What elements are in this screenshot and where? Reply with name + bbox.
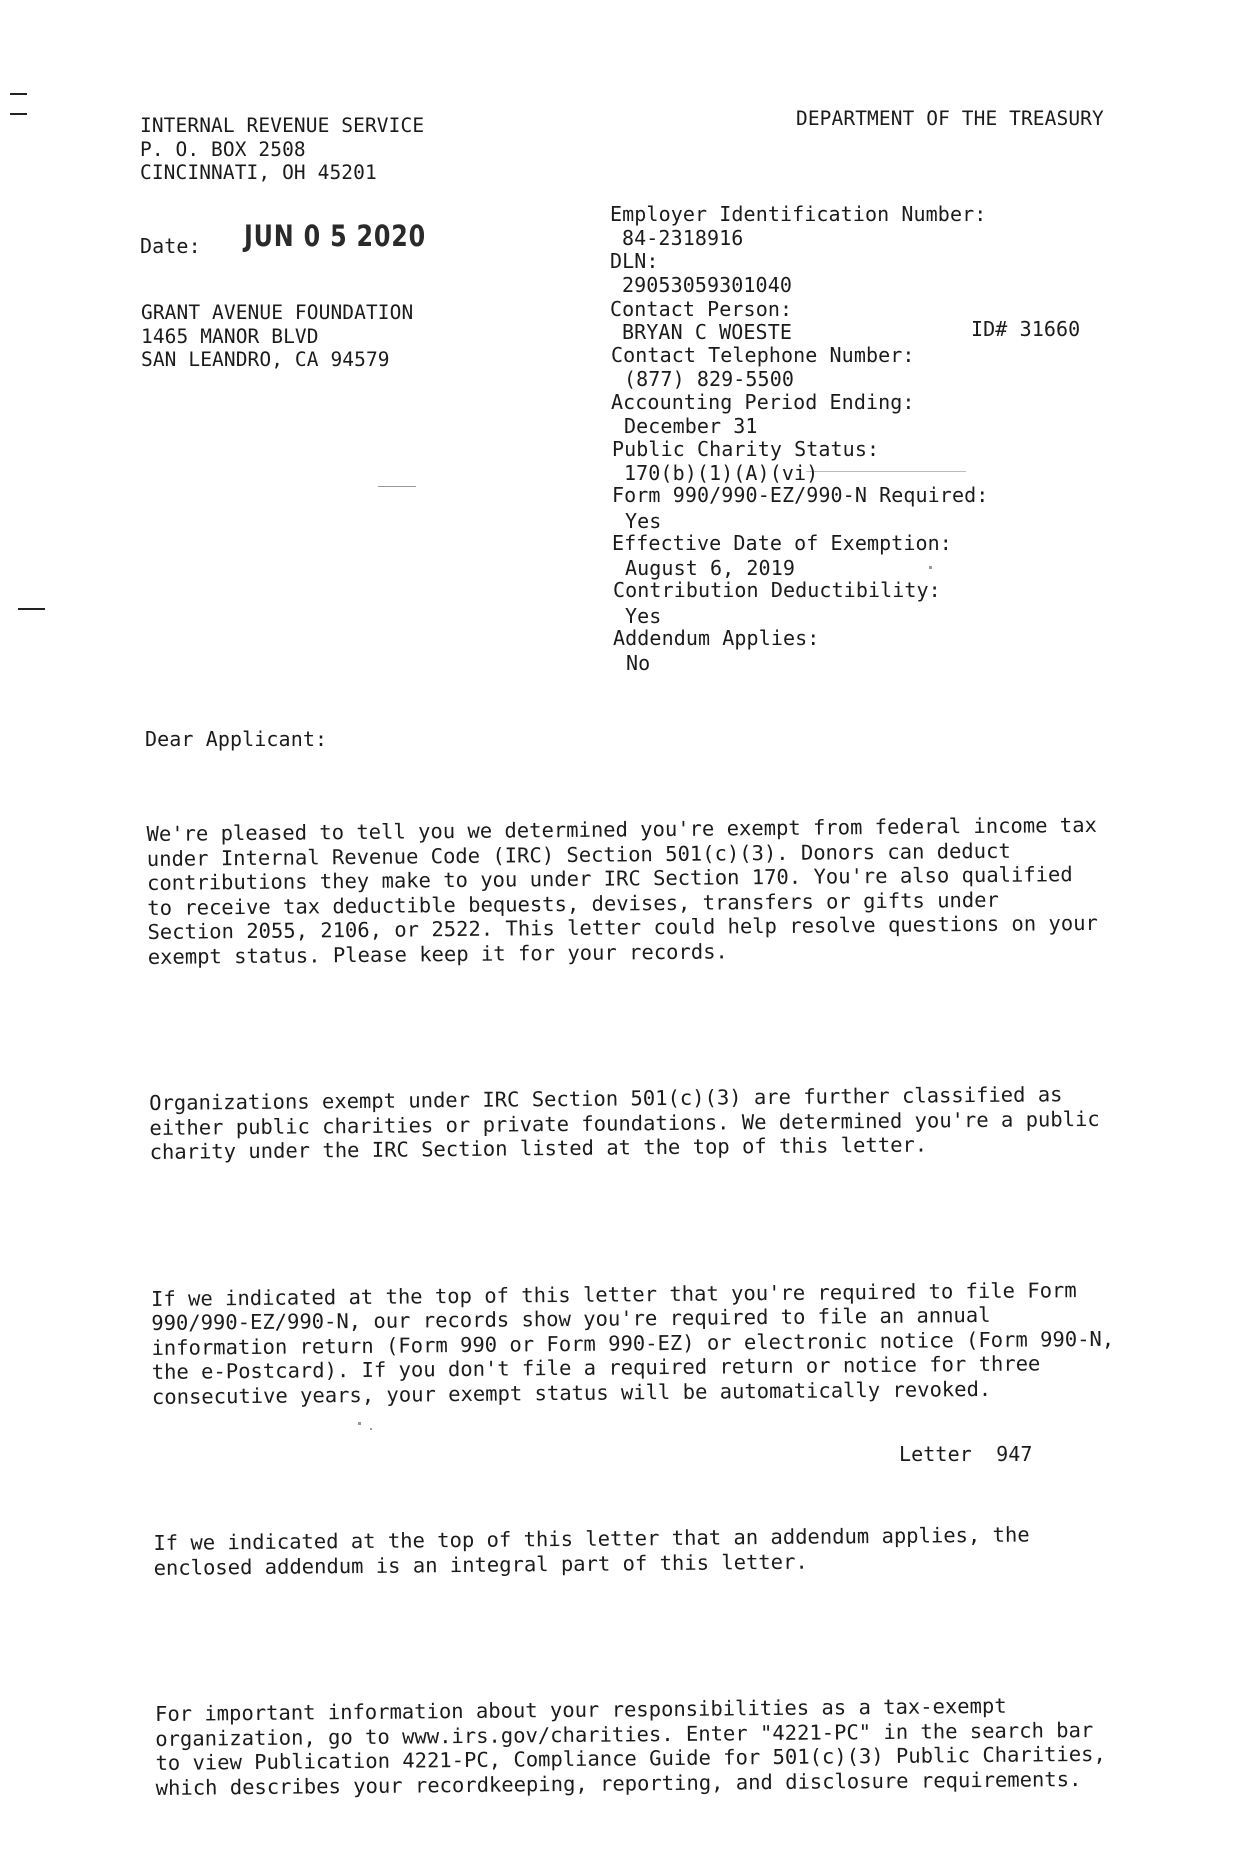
period-value: December 31 <box>624 414 758 438</box>
paragraph-classification: Organizations exempt under IRC Section 501(c)(3) are further classified as either public charities or private foundations. We determined you're a public charity under the IRC Section listed at the top of this letter. <box>149 1082 1100 1164</box>
paragraph-filing-requirement: If we indicated at the top of this letter that you're required to file Form 990/990-EZ/990-N, our records show you're required to file an annual information return (Form 990 or Form 990-EZ) or electronic notice (Form 990-N, the e-Postcard). If you don't file a required return or notice for three consecutive years, your exempt status will be automatically revoked. <box>150 1277 1115 1409</box>
letter-body <box>146 764 1119 1849</box>
margin-mark-top-2 <box>10 113 27 115</box>
ein-label: Employer Identification Number: <box>610 202 987 226</box>
contact-label: Contact Person: <box>610 297 793 321</box>
sender-name: INTERNAL REVENUE SERVICE <box>140 114 425 137</box>
date-stamp: JUN 0 5 2020 <box>244 219 427 253</box>
ein-value: 84-2318916 <box>622 226 744 250</box>
phone-label: Contact Telephone Number: <box>611 343 915 367</box>
margin-mark-top <box>10 93 27 95</box>
deductibility-value: Yes <box>625 604 662 628</box>
recipient-name: GRANT AVENUE FOUNDATION <box>141 301 414 324</box>
recipient-city: SAN LEANDRO, CA 94579 <box>141 348 390 371</box>
recipient-street: 1465 MANOR BLVD <box>141 325 319 348</box>
status-value: 170(b)(1)(A)(vi) <box>624 461 819 485</box>
effective-label: Effective Date of Exemption: <box>612 531 952 555</box>
paragraph-responsibilities: For important information about your responsibilities as a tax-exempt organization, go to www.irs.gov/charities. Enter "4221-PC" in the search bar to view Publication 4221-PC, Compliance Guide for 501(c)(3) Public Charities, which describes your recordkeeping, reporting, and disclosure requirements. <box>154 1693 1106 1800</box>
paragraph-addendum: If we indicated at the top of this letter that an addendum applies, the enclosed addendum is an integral part of this letter. <box>153 1522 1030 1580</box>
sender-po-box: P. O. BOX 2508 <box>140 138 306 161</box>
sender-city: CINCINNATI, OH 45201 <box>140 161 377 184</box>
period-label: Accounting Period Ending: <box>611 390 915 414</box>
form-value: Yes <box>625 509 662 533</box>
phone-value: (877) 829-5500 <box>624 367 794 391</box>
addendum-label: Addendum Applies: <box>613 626 820 650</box>
addendum-value: No <box>626 651 651 675</box>
dln-label: DLN: <box>610 249 659 273</box>
contact-id: ID# 31660 <box>971 317 1081 341</box>
contact-value: BRYAN C WOESTE <box>622 320 792 344</box>
scan-speck <box>378 486 416 487</box>
effective-value: August 6, 2019 <box>625 556 795 580</box>
letter-number: Letter 947 <box>899 1442 1033 1466</box>
status-label: Public Charity Status: <box>612 437 880 461</box>
deductibility-label: Contribution Deductibility: <box>613 578 941 602</box>
date-label: Date: <box>140 234 201 258</box>
salutation: Dear Applicant: <box>145 727 328 751</box>
department-header: DEPARTMENT OF THE TREASURY <box>796 107 1104 130</box>
dln-value: 29053059301040 <box>622 273 792 297</box>
form-label: Form 990/990-EZ/990-N Required: <box>612 483 989 507</box>
scan-speck <box>806 471 966 472</box>
margin-mark-middle <box>18 608 45 610</box>
paragraph-exemption: We're pleased to tell you we determined you're exempt from federal income tax under Internal Revenue Code (IRC) Section 501(c)(3). Donors can deduct contributions they make to you under IRC Section 170. You're also qualified to receive tax deductible bequests, devises, transfers or gifts under Section 2055, 2106, or 2522. This letter could help resolve questions on your exempt status. Please keep it for your records. <box>146 812 1098 969</box>
scan-speck <box>929 566 932 569</box>
